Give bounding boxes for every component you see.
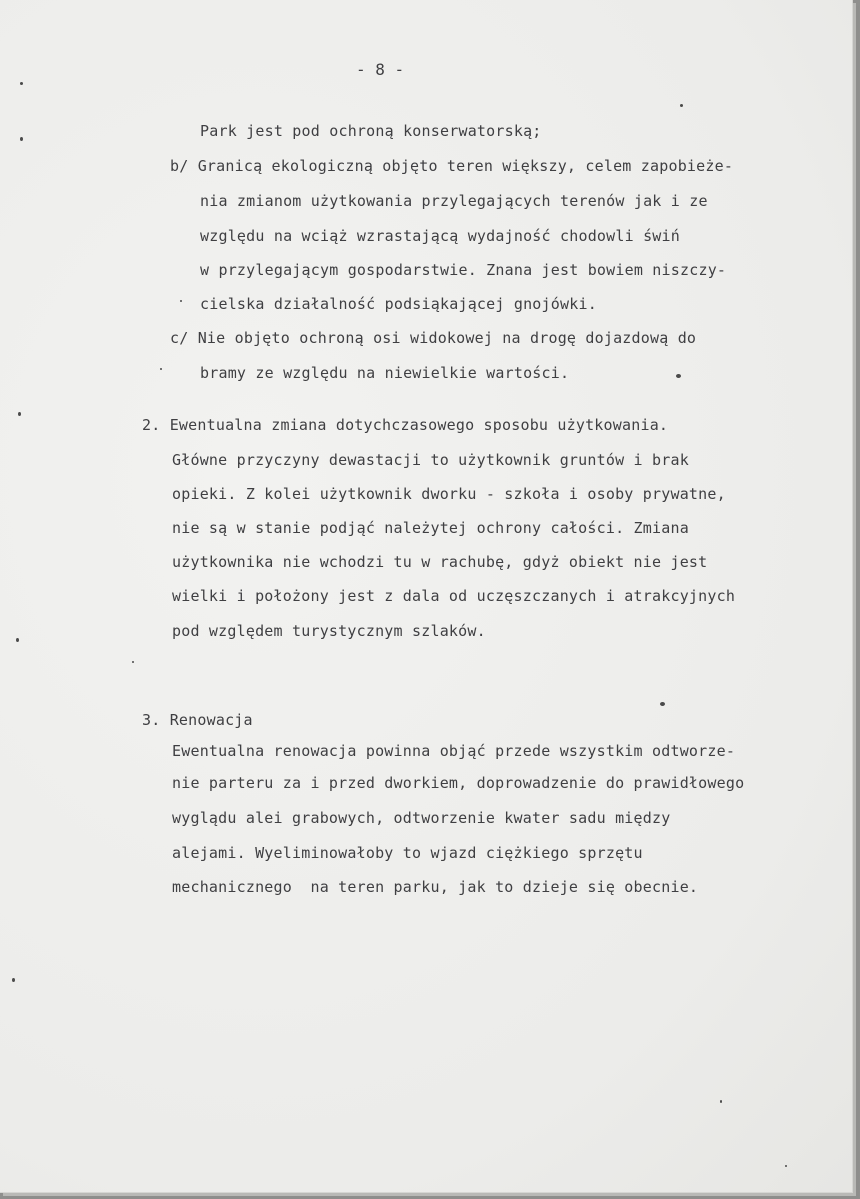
text-line: nia zmianom użytkowania przylegających terenów jak i ze: [200, 192, 708, 210]
text-line: 2. Ewentualna zmiana dotychczasowego sposobu użytkowania.: [142, 416, 669, 434]
text-line: wielki i położony jest z dala od uczęszczanych i atrakcyjnych: [172, 587, 736, 605]
paper-speck: [132, 661, 134, 663]
text-line: Główne przyczyny dewastacji to użytkownik gruntów i brak: [172, 451, 689, 469]
paper-speck: [18, 412, 21, 416]
paper-speck: [720, 1100, 722, 1103]
paper-speck: [785, 1165, 787, 1167]
page-number: - 8 -: [356, 60, 405, 79]
paper-speck: [680, 104, 683, 107]
paper-speck: [160, 368, 162, 370]
paper-speck: [20, 82, 23, 85]
paper-speck: [20, 137, 23, 141]
text-line: użytkownika nie wchodzi tu w rachubę, gdyż obiekt nie jest: [172, 553, 708, 571]
text-line: opieki. Z kolei użytkownik dworku - szkoła i osoby prywatne,: [172, 485, 726, 503]
text-line: 3. Renowacja: [142, 711, 253, 729]
text-line: Park jest pod ochroną konserwatorską;: [200, 122, 542, 140]
paper-speck: [660, 702, 665, 706]
text-line: bramy ze względu na niewielkie wartości.: [200, 364, 570, 382]
paper-speck: [16, 638, 19, 642]
text-line: wyglądu alei grabowych, odtworzenie kwater sadu między: [172, 809, 671, 827]
text-line: mechanicznego na teren parku, jak to dzieje się obecnie.: [172, 878, 699, 896]
text-line: cielska działalność podsiąkającej gnojówki.: [200, 295, 597, 313]
text-line: względu na wciąż wzrastającą wydajność chodowli świń: [200, 227, 680, 245]
text-line: c/ Nie objęto ochroną osi widokowej na drogę dojazdową do: [170, 329, 697, 347]
text-line: nie parteru za i przed dworkiem, doprowadzenie do prawidłowego: [172, 774, 745, 792]
paper-speck: [12, 978, 15, 982]
text-line: nie są w stanie podjąć należytej ochrony całości. Zmiana: [172, 519, 689, 537]
text-line: alejami. Wyeliminowałoby to wjazd ciężkiego sprzętu: [172, 844, 643, 862]
text-line: pod względem turystycznym szlaków.: [172, 622, 486, 640]
paper-speck: [180, 300, 182, 302]
text-line: Ewentualna renowacja powinna objąć przede wszystkim odtworze-: [172, 742, 736, 760]
paper-speck: [676, 374, 681, 378]
text-line: w przylegającym gospodarstwie. Znana jest bowiem niszczy-: [200, 261, 727, 279]
text-line: b/ Granicą ekologiczną objęto teren większy, celem zapobieże-: [170, 157, 734, 175]
